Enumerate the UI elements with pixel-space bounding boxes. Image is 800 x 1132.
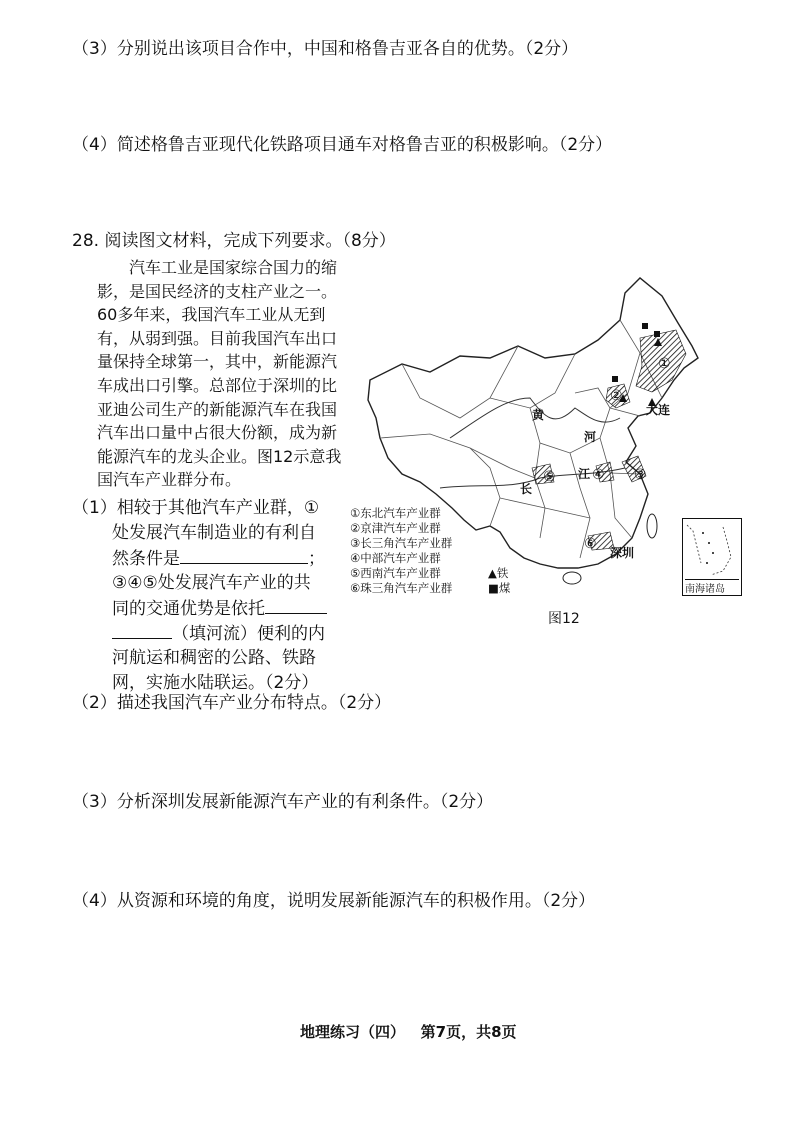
south-china-sea-inset	[682, 518, 742, 596]
passage-line: 亚迪公司生产的新能源汽车在我国	[97, 399, 338, 419]
figure-caption: 图12	[548, 611, 580, 627]
legend-item: ③长三角汽车产业群	[350, 536, 453, 550]
label-chang: 长	[520, 482, 533, 496]
passage-line: 量保持全球第一，其中，新能源汽	[97, 352, 338, 372]
passage-line: 汽车出口量中占很大份额，成为新	[97, 423, 338, 443]
map-legend	[350, 506, 452, 596]
question-4: （4）简述格鲁吉亚现代化铁路项目通车对格鲁吉亚的积极影响。（2分）	[72, 135, 613, 155]
answer-blank-natural[interactable]	[180, 547, 308, 564]
legend-item: ①东北汽车产业群	[350, 506, 441, 520]
marker-2: ②	[610, 388, 623, 404]
marker-3: ③	[634, 467, 647, 483]
sub1-line-6	[112, 622, 325, 645]
sub4: （4）从资源和环境的角度，说明发展新能源汽车的积极作用。（2分）	[72, 891, 596, 911]
legend-iron: ▲铁	[488, 566, 509, 580]
inset-map	[683, 519, 741, 579]
marker-6: ⑥	[584, 536, 597, 552]
sub2: （2）描述我国汽车产业分布特点。（2分）	[72, 693, 392, 713]
passage-line: 汽车工业是国家综合国力的缩	[129, 258, 338, 277]
taiwan-island	[647, 514, 657, 538]
inset-label: 南海诸岛	[685, 579, 739, 595]
label-shenzhen: 深圳	[610, 546, 635, 560]
sub1-line-5-text: 同的交通优势是依托	[112, 599, 265, 619]
sub1-line-3-text: 然条件是	[112, 549, 180, 569]
legend-item: ⑥珠三角汽车产业群	[350, 581, 453, 595]
marker-1: ①	[658, 356, 671, 372]
marker-4: ④	[592, 467, 605, 483]
passage-line: 60多年来，我国汽车工业从无到	[97, 305, 326, 325]
legend-item: ②京津汽车产业群	[350, 521, 441, 535]
passage-line: 影，是国民经济的支柱产业之一。	[97, 281, 338, 301]
legend-item: ⑤西南汽车产业群	[350, 566, 441, 580]
sub1-line-8: 网，实施水陆联运。（2分）	[112, 673, 319, 693]
page-footer: 地理练习（四） 第7页，共8页	[300, 1023, 517, 1041]
passage-line: 国汽车产业群分布。	[97, 470, 242, 490]
passage-line: 车成出口引擎。总部位于深圳的比	[97, 375, 338, 395]
label-jiang: 江	[578, 467, 591, 481]
sub1-line-1: （1）相较于其他汽车产业群，①	[72, 498, 320, 518]
q28-passage	[97, 256, 357, 492]
legend-coal: ■煤	[488, 581, 511, 595]
coal-marker	[642, 323, 648, 329]
sub3: （3）分析深圳发展新能源汽车产业的有利条件。（2分）	[72, 792, 494, 812]
map-symbol-legend	[488, 566, 510, 596]
question-3: （3）分别说出该项目合作中，中国和格鲁吉亚各自的优势。（2分）	[72, 39, 579, 59]
label-dalian: 大连	[646, 403, 671, 417]
sub1-line-3	[112, 547, 325, 570]
sub1-line-6-text: （填河流）便利的内	[172, 624, 325, 644]
label-he: 河	[584, 430, 597, 444]
hainan-island	[563, 572, 581, 584]
sub1-line-3-end: ；	[308, 549, 325, 569]
sub1-line-2: 处发展汽车制造业的有利自	[112, 523, 316, 543]
marker-5: ⑤	[543, 469, 556, 485]
sub1-line-4: ③④⑤处发展汽车产业的共	[112, 573, 311, 593]
q28-heading: 28. 阅读图文材料，完成下列要求。（8分）	[72, 231, 396, 251]
china-auto-map-figure	[340, 268, 725, 638]
coal-marker	[654, 331, 660, 337]
sub1-line-5	[112, 597, 327, 620]
passage-line: 能源汽车的龙头企业。图12示意我	[97, 446, 342, 466]
legend-item: ④中部汽车产业群	[350, 551, 441, 565]
passage-line: 有，从弱到强。目前我国汽车出口	[97, 328, 338, 348]
answer-blank-river-2[interactable]	[112, 622, 172, 639]
label-huang: 黄	[532, 408, 545, 422]
sub1-line-7: 河航运和稠密的公路、铁路	[112, 648, 316, 668]
coal-marker	[612, 376, 618, 382]
answer-blank-river-1[interactable]	[265, 597, 327, 614]
